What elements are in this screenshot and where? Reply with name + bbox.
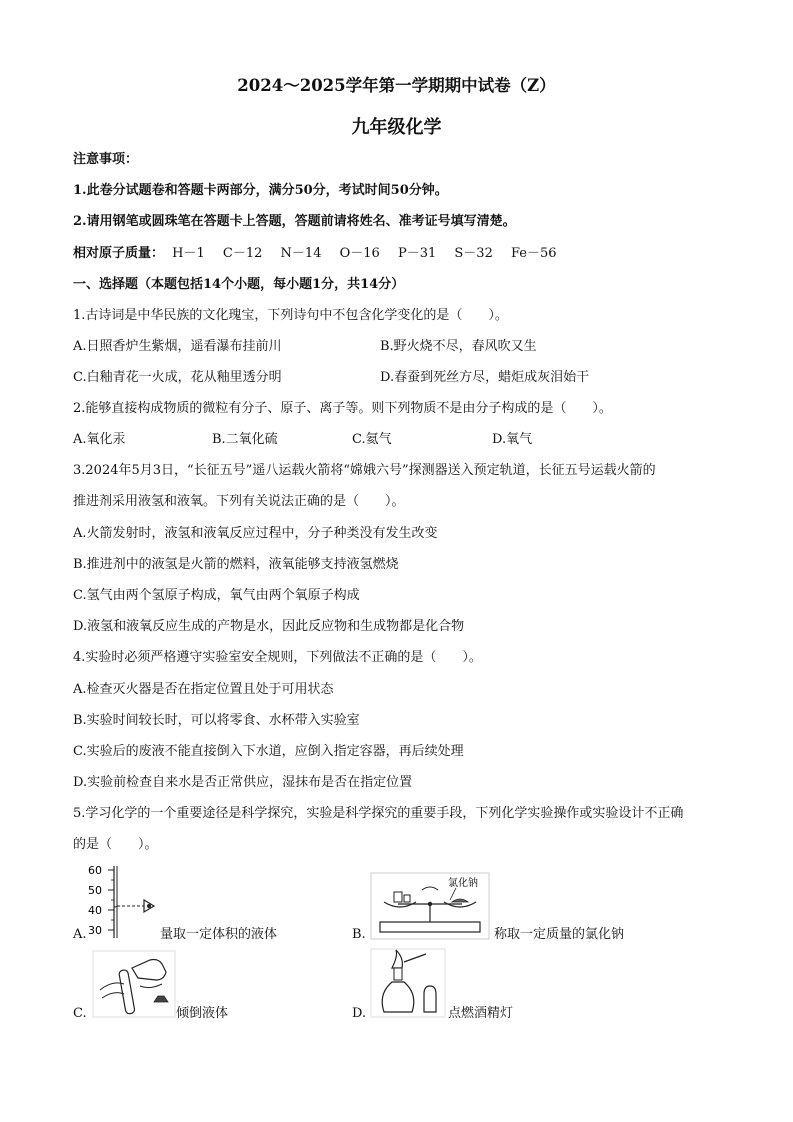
q2-option-a: A.氧化汞 xyxy=(73,432,126,447)
q2-option-d: D.氧气 xyxy=(492,432,533,447)
atomic-mass-c: C－12 xyxy=(222,246,263,261)
q1-option-c: C.白釉青花一火成，花从釉里透分明 xyxy=(73,370,282,385)
q4-option-d: D.实验前检查自来水是否正常供应，湿抹布是否在指定位置 xyxy=(73,775,413,790)
q5-option-a-text: 量取一定体积的液体 xyxy=(160,927,278,942)
q3-option-d: D.液氢和液氧反应生成的产物是水，因此反应物和生成物都是化合物 xyxy=(73,619,465,634)
q1-option-d: D.春蚕到死丝方尽，蜡炬成灰泪始干 xyxy=(380,370,590,385)
q3-option-a: A.火箭发射时，液氢和液氧反应过程中，分子种类没有发生改变 xyxy=(73,526,438,541)
q4-stem: 4.实验时必须严格遵守实验室安全规则，下列做法不正确的是（ ）。 xyxy=(73,650,482,665)
atomic-mass-p: P－31 xyxy=(397,246,437,261)
atomic-mass-row xyxy=(73,245,557,263)
lamp-cap-icon xyxy=(424,986,436,1012)
cylinder-tick-40: 40 xyxy=(88,904,102,917)
q2-option-b: B.二氧化硫 xyxy=(212,432,278,447)
atomic-mass-s: S－32 xyxy=(454,246,493,261)
cylinder-tick-50: 50 xyxy=(88,884,102,897)
q1-option-a: A.日照香炉生紫烟，遥看瀑布挂前川 xyxy=(73,339,282,354)
atomic-mass-o: O－16 xyxy=(339,246,380,261)
q3-stem-line-2: 推进剂采用液氢和液氧。下列有关说法正确的是（ ）。 xyxy=(73,494,405,509)
atomic-mass-h: H－1 xyxy=(172,246,205,261)
q5-option-c-text: 倾倒液体 xyxy=(176,1006,229,1021)
q3-option-c: C.氢气由两个氢原子构成，氧气由两个氧原子构成 xyxy=(73,588,360,603)
q2-option-c: C.氦气 xyxy=(352,432,392,447)
atomic-mass-n: N－14 xyxy=(280,246,322,261)
q5-option-d-text: 点燃酒精灯 xyxy=(448,1006,514,1021)
pouring-liquid-figure xyxy=(92,950,176,1018)
balance-figure xyxy=(370,872,490,940)
exam-subtitle: 九年级化学 xyxy=(351,117,442,138)
q5-option-b-letter: B. xyxy=(352,927,366,942)
q5-stem-line-2: 的是（ ）。 xyxy=(73,837,158,852)
q5-option-a-letter: A. xyxy=(73,927,87,942)
q1-stem: 1.古诗词是中华民族的文化瑰宝，下列诗句中不包含化学变化的是（ ）。 xyxy=(73,308,508,323)
exam-title: 2024～2025学年第一学期期中试卷（Z） xyxy=(237,76,556,95)
cylinder-tick-30: 30 xyxy=(88,924,102,937)
alcohol-lamp-figure xyxy=(370,948,446,1018)
notice-item-1: 1.此卷分试题卷和答题卡两部分，满分50分，考试时间50分钟。 xyxy=(73,183,448,198)
balance-label: 氯化钠 xyxy=(448,878,478,889)
cylinder-tick-60: 60 xyxy=(88,864,102,877)
notice-heading: 注意事项： xyxy=(73,152,139,167)
q5-stem-line-1: 5.学习化学的一个重要途径是科学探究，实验是科学探究的重要手段，下列化学实验操作或实验设计不正确 xyxy=(73,806,684,821)
notice-item-2: 2.请用钢笔或圆珠笔在答题卡上答题，答题前请将姓名、准考证号填写清楚。 xyxy=(73,214,516,229)
atomic-mass-fe: Fe－56 xyxy=(510,246,557,261)
q5-option-c-letter: C. xyxy=(73,1006,87,1021)
atomic-mass-label: 相对原子质量： xyxy=(73,246,165,261)
section-heading: 一、选择题（本题包括14个小题，每小题1分，共14分） xyxy=(73,277,405,292)
q4-option-b: B.实验时间较长时，可以将零食、水杯带入实验室 xyxy=(73,713,360,728)
q5-option-b-text: 称取一定质量的氯化钠 xyxy=(494,927,625,942)
q3-stem-line-1: 3.2024年5月3日，“长征五号”遥八运载火箭将“嫦娥六号”探测器送入预定轨道，长征五号运载火箭的 xyxy=(73,463,656,478)
q3-option-b: B.推进剂中的液氢是火箭的燃料，液氧能够支持液氢燃烧 xyxy=(73,557,399,572)
graduated-cylinder-figure xyxy=(86,862,166,942)
q4-option-c: C.实验后的废液不能直接倒入下水道，应倒入指定容器，再后续处理 xyxy=(73,744,464,759)
q5-option-d-letter: D. xyxy=(352,1006,367,1021)
q1-option-b: B.野火烧不尽，春风吹又生 xyxy=(380,339,537,354)
q4-option-a: A.检查灭火器是否在指定位置且处于可用状态 xyxy=(73,682,334,697)
q2-stem: 2.能够直接构成物质的微粒有分子、原子、离子等。则下列物质不是由分子构成的是（ ）。 xyxy=(73,401,612,416)
